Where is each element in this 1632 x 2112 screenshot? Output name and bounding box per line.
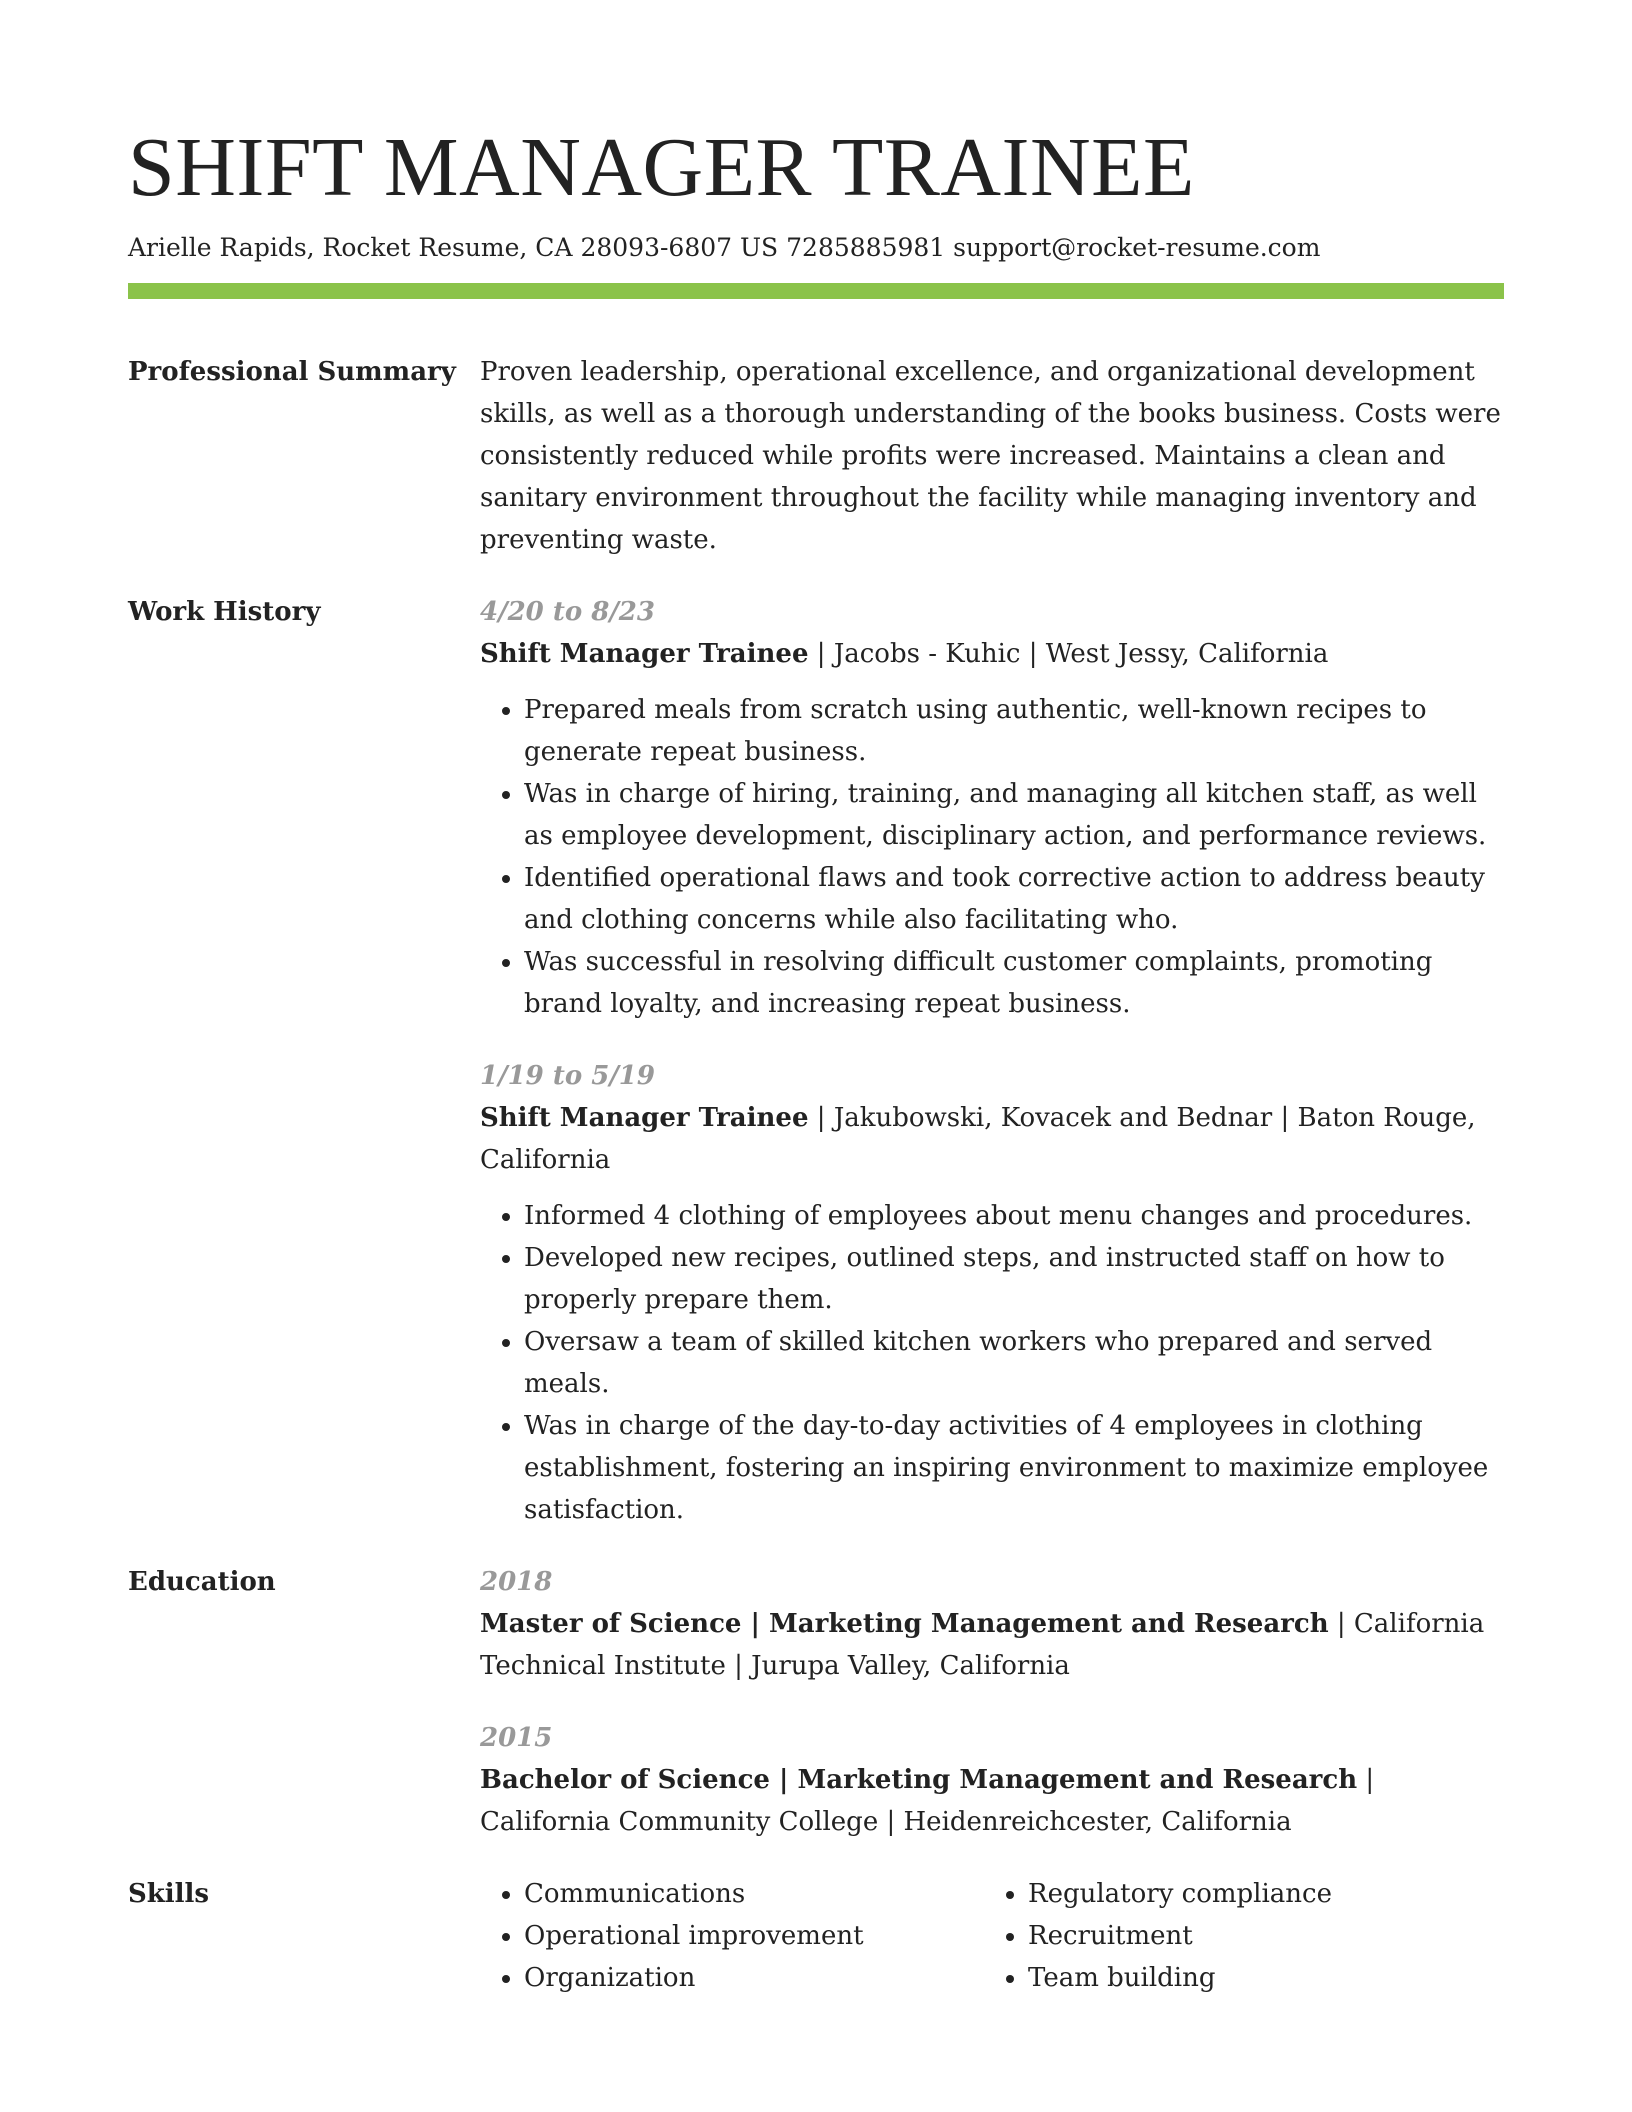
job-dates: 4/20 to 8/23 <box>480 597 655 627</box>
summary-text: Proven leadership, operational excellence, and organizational development skills, as well as a thorough understanding of the books business. Costs were consistently reduced while profits were increased. Maintains a clean and sanitary environment throughout the facility while managing inventory and preventing waste. <box>480 357 1501 555</box>
list-item: • Was in charge of the day-to-day activities of 4 employees in clothing establishment, fostering an inspiring environment to maximize employee satisfaction. <box>524 1405 1504 1531</box>
job-entry <box>480 1055 1504 1531</box>
list-item: • Was in charge of hiring, training, and managing all kitchen staff, as well as employee development, disciplinary action, and performance reviews. <box>524 773 1504 857</box>
school-details: | California Community College | Heidenreichcester, California <box>480 1765 1375 1837</box>
skills-column-left <box>480 1873 984 1999</box>
education-section <box>128 1561 1504 1843</box>
work-history-section <box>128 591 1504 1531</box>
skills-section <box>128 1873 1504 1999</box>
list-item: • Prepared meals from scratch using authentic, well-known recipes to generate repeat business. <box>524 689 1504 773</box>
skills-column-right <box>984 1873 1488 1999</box>
list-item: • Oversaw a team of skilled kitchen workers who prepared and served meals. <box>524 1321 1504 1405</box>
list-item: • Informed 4 clothing of employees about menu changes and procedures. <box>524 1195 1504 1237</box>
work-history-body <box>480 591 1504 1531</box>
job-bullets <box>480 689 1504 1025</box>
resume-title: SHIFT MANAGER TRAINEE <box>128 121 1195 214</box>
list-item: • Was successful in resolving difficult customer complaints, promoting brand loyalty, and increasing repeat business. <box>524 941 1504 1025</box>
education-heading-line <box>480 1759 1504 1843</box>
contact-line: Arielle Rapids, Rocket Resume, CA 28093-6807 US 7285885981 support@rocket-resume.com <box>128 233 1321 262</box>
summary-section <box>128 351 1504 561</box>
education-year: 2018 <box>480 1567 553 1597</box>
job-heading <box>480 633 1504 675</box>
education-heading-line <box>480 1603 1504 1687</box>
skill-item: • Team building <box>1028 1957 1488 1999</box>
job-entry <box>480 591 1504 1025</box>
education-heading: Education <box>128 1567 276 1597</box>
skill-item: • Regulatory compliance <box>1028 1873 1488 1915</box>
school-details: | California Technical Institute | Jurupa Valley, California <box>480 1609 1485 1681</box>
skill-item: • Organization <box>524 1957 984 1999</box>
list-item: • Identified operational flaws and took corrective action to address beauty and clothing concerns while also facilitating who. <box>524 857 1504 941</box>
job-title: Shift Manager Trainee <box>480 1103 809 1133</box>
education-year: 2015 <box>480 1723 553 1753</box>
job-title: Shift Manager Trainee <box>480 639 809 669</box>
skills-heading: Skills <box>128 1879 210 1909</box>
list-item: • Developed new recipes, outlined steps, and instructed staff on how to properly prepare them. <box>524 1237 1504 1321</box>
job-details: | Jakubowski, Kovacek and Bednar | Baton Rouge, California <box>480 1103 1476 1175</box>
work-history-heading: Work History <box>128 597 321 627</box>
education-body <box>480 1561 1504 1843</box>
education-entry <box>480 1717 1504 1843</box>
resume-page <box>128 118 1504 1999</box>
job-heading <box>480 1097 1504 1181</box>
job-details: | Jacobs - Kuhic | West Jessy, California <box>808 639 1329 669</box>
header-divider <box>128 283 1504 299</box>
degree-title: Bachelor of Science | Marketing Management and Research <box>480 1765 1358 1795</box>
summary-heading: Professional Summary <box>128 357 456 387</box>
degree-title: Master of Science | Marketing Management and Research <box>480 1609 1329 1639</box>
job-bullets <box>480 1195 1504 1531</box>
skills-grid <box>480 1873 1504 1999</box>
skill-item: • Communications <box>524 1873 984 1915</box>
skill-item: • Recruitment <box>1028 1915 1488 1957</box>
job-dates: 1/19 to 5/19 <box>480 1061 655 1091</box>
skill-item: • Operational improvement <box>524 1915 984 1957</box>
education-entry <box>480 1561 1504 1687</box>
